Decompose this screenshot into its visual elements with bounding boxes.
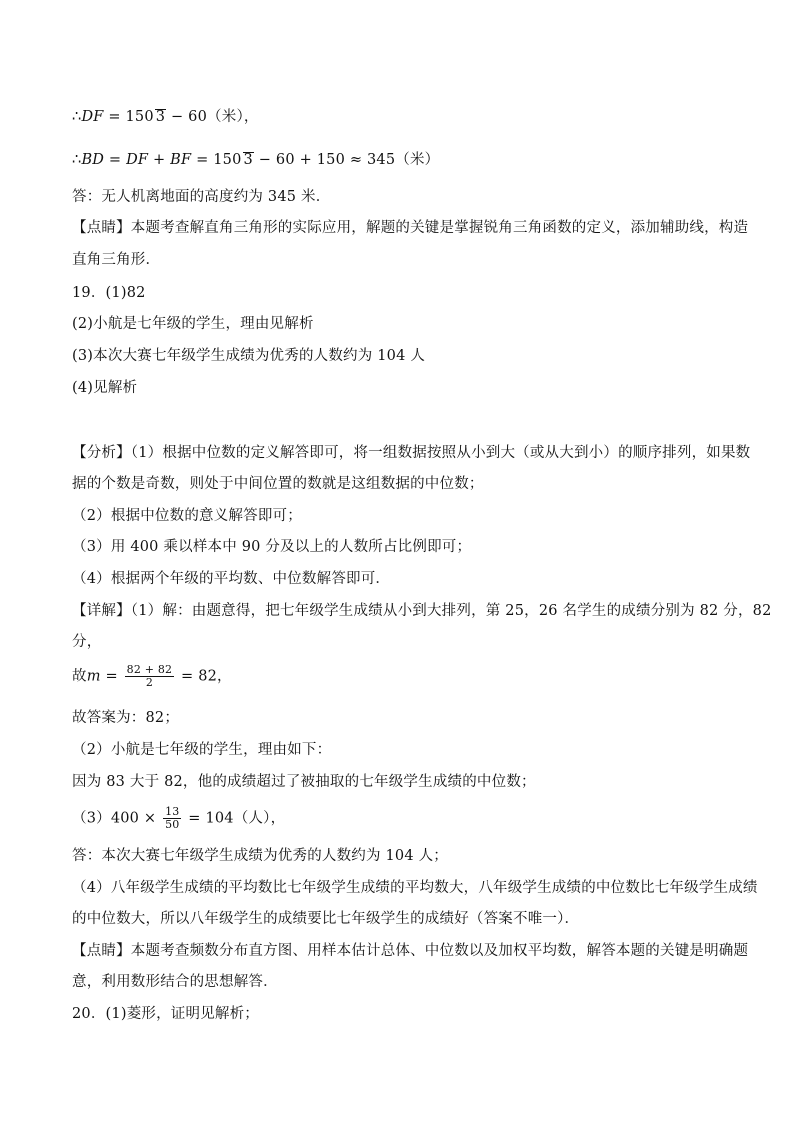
var-bf: BF [170,152,192,168]
equation-bd [72,150,439,170]
var-df: DF [81,109,104,125]
detail-line-1: 【详解】（1）解：由题意得，把七年级学生成绩从小到大排列，第 25，26 名学生的成绩分别为 82 分，82 [72,603,772,619]
analysis-line-4: （3）用 400 乘以样本中 90 分及以上的人数所占比例即可； [72,539,472,555]
analysis-line-3: （2）根据中位数的意义解答即可； [72,508,302,524]
eq-sign: = [104,152,127,168]
eq-sign: = [100,668,123,685]
plus-sign: + [148,152,171,168]
equation-df [72,107,259,127]
q19-answer-4: (4)见解析 [72,380,138,396]
comment2-line-2: 意，利用数形结合的思想解答． [72,974,278,990]
var-m: m [86,668,101,685]
fraction-numerator: 13 [165,805,180,818]
detail-line-2: 分， [72,634,102,650]
detail-q3-equation [72,806,285,831]
eq-part: = 150 [103,109,154,125]
fraction-denominator: 2 [145,676,154,689]
q19-answer-2: (2)小航是七年级的学生，理由见解析 [72,316,314,332]
median-equation [72,664,232,689]
detail-answer: 故答案为：82； [72,710,180,726]
detail-q2-2: 因为 83 大于 82，他的成绩超过了被抽取的七年级学生成绩的中位数； [72,774,536,790]
eq-part: = 150 [191,152,242,168]
detail-q4-2: 的中位数大，所以八年级学生的成绩要比七年级学生的成绩好（答案不唯一）． [72,911,580,927]
eq-prefix: （3）400 × [72,810,162,827]
var-bd: BD [81,152,105,168]
comment2-line-1: 【点睛】本题考查频数分布直方图、用样本估计总体、中位数以及加权平均数，解答本题的关键是明确题 [72,943,749,959]
detail-q4-1: （4）八年级学生成绩的平均数比七年级学生成绩的平均数大，八年级学生成绩的中位数比七年级学生成绩 [72,880,758,896]
unit-text: （米） [395,152,440,168]
analysis-line-2: 据的个数是奇数，则处于中间位置的数就是这组数据的中位数； [72,476,484,492]
unit-text: （米）， [207,109,259,125]
comment-line-1: 【点睛】本题考查解直角三角形的实际应用，解题的关键是掌握锐角三角函数的定义，添加辅助线，构造 [72,220,749,236]
fraction [125,664,175,689]
answer-line: 答：无人机离地面的高度约为 345 米． [72,189,331,205]
fraction [163,806,181,831]
text-gu: 故 [72,668,87,685]
therefore-symbol: ∴ [72,152,82,168]
analysis-line-1: 【分析】（1）根据中位数的定义解答即可，将一组数据按照从小到大（或从大到小）的顺序排列，如果数 [72,445,751,461]
q19-answer-1: 19．(1)82 [72,285,146,301]
eq-tail: − 60 [166,109,208,125]
eq-result: = 82， [176,668,232,685]
detail-q2-1: （2）小航是七年级的学生，理由如下： [72,742,332,758]
sqrt-radicand: 3 [155,109,166,125]
q20-answer-1: 20．(1)菱形，证明见解析； [72,1006,259,1022]
fraction-numerator: 82 + 82 [126,663,173,676]
sqrt-radicand: 3 [243,152,253,168]
therefore-symbol: ∴ [72,109,82,125]
comment-line-2: 直角三角形． [72,252,161,268]
fraction-denominator: 50 [165,818,180,831]
analysis-line-5: （4）根据两个年级的平均数、中位数解答即可． [72,571,391,587]
q19-answer-3: (3)本次大赛七年级学生成绩为优秀的人数约为 104 人 [72,348,426,364]
detail-q3-answer: 答：本次大赛七年级学生成绩为优秀的人数约为 104 人； [72,848,448,864]
eq-tail: − 60 + 150 ≈ 345 [253,152,396,168]
eq-result: = 104（人）， [183,810,286,827]
var-df: DF [126,152,149,168]
